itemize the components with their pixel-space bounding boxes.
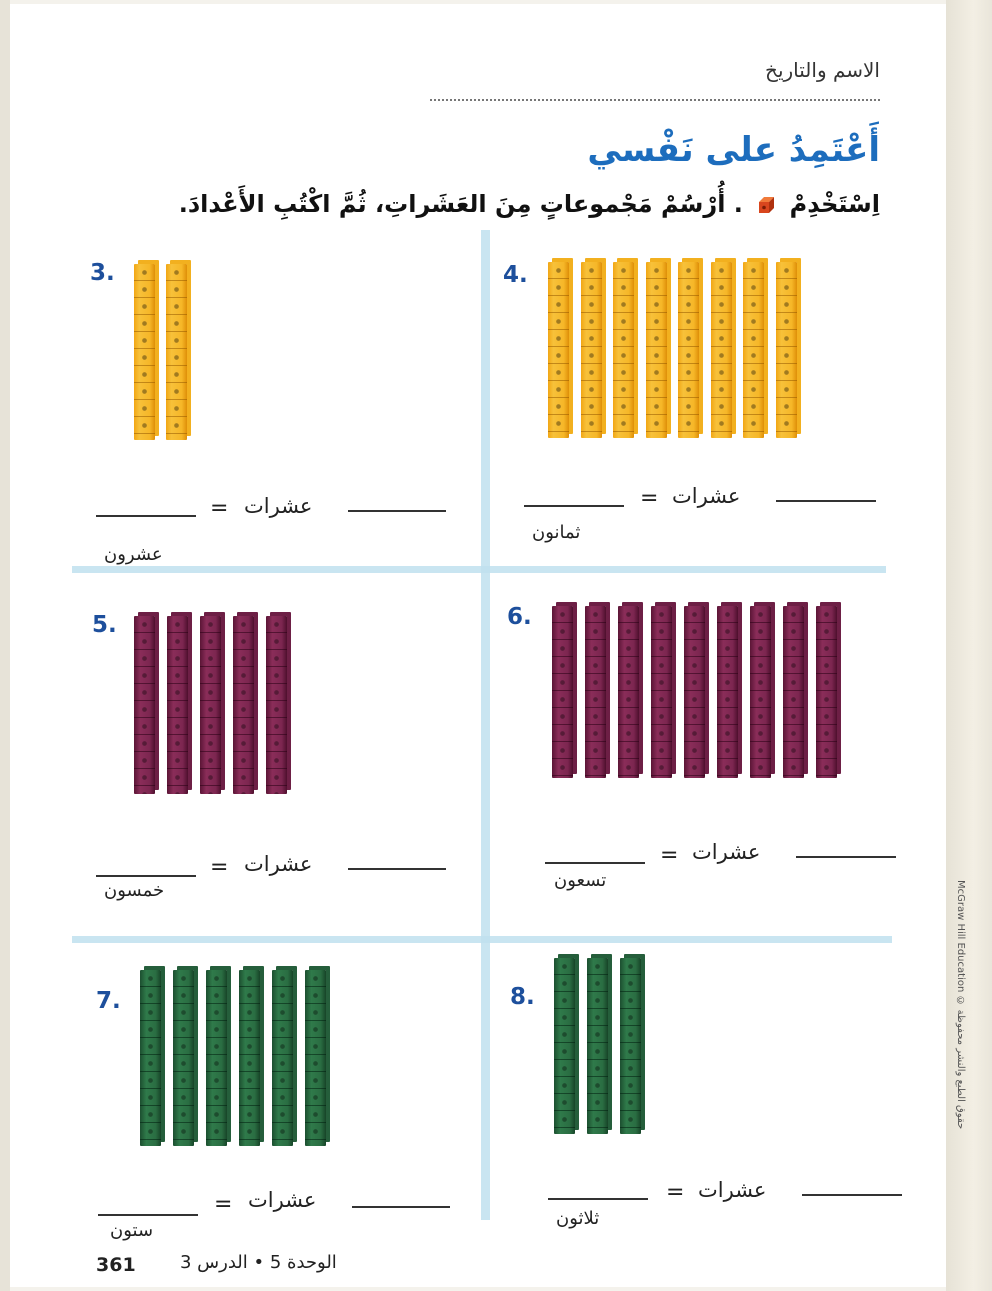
problem-number-6: 6. xyxy=(507,604,532,630)
answer-blank-tens[interactable] xyxy=(802,1194,902,1196)
tens-rod xyxy=(750,606,771,778)
tens-rod xyxy=(173,970,194,1146)
unit-lesson-label: الوحدة 5 • الدرس 3 xyxy=(180,1252,337,1273)
tens-rod xyxy=(134,264,155,440)
problem-number-4: 4. xyxy=(503,262,528,288)
equals-sign: = xyxy=(660,843,679,868)
cube-studs xyxy=(305,970,326,1146)
tens-rod xyxy=(783,606,804,778)
answer-blank-number[interactable] xyxy=(524,505,624,507)
tens-rod xyxy=(140,970,161,1146)
instruction-task: . أُرْسُمْ مَجْموعاتٍ مِنَ العَشَراتِ، ثُمَّ اكْتُبِ الأَعْدادَ. xyxy=(178,190,743,218)
equals-sign: = xyxy=(210,855,229,880)
tens-rod xyxy=(743,262,764,438)
tens-rod xyxy=(548,262,569,438)
tens-rod xyxy=(618,606,639,778)
equals-sign: = xyxy=(210,496,229,521)
answer-blank-number[interactable] xyxy=(545,862,645,864)
cube-studs xyxy=(711,262,732,438)
cube-studs xyxy=(678,262,699,438)
cube-studs xyxy=(548,262,569,438)
number-word: ثلاثون xyxy=(556,1208,600,1229)
cube-studs xyxy=(200,616,221,794)
cube-studs xyxy=(646,262,667,438)
cube-studs xyxy=(620,958,641,1134)
answer-blank-tens[interactable] xyxy=(348,510,446,512)
problem-number-5: 5. xyxy=(92,612,117,638)
tens-rod xyxy=(134,616,155,794)
cube-studs xyxy=(233,616,254,794)
tens-rod xyxy=(167,616,188,794)
cube-studs xyxy=(266,616,287,794)
cube-studs xyxy=(613,262,634,438)
tens-label: عشرات xyxy=(248,1188,317,1212)
cube-studs xyxy=(552,606,573,778)
tens-rod xyxy=(816,606,837,778)
answer-blank-number[interactable] xyxy=(98,1214,198,1216)
problem-number-8: 8. xyxy=(510,984,535,1010)
tens-rod xyxy=(651,606,672,778)
answer-blank-tens[interactable] xyxy=(776,500,876,502)
cube-studs xyxy=(587,958,608,1134)
equals-sign: = xyxy=(666,1180,685,1205)
equals-sign: = xyxy=(214,1192,233,1217)
answer-blank-tens[interactable] xyxy=(352,1206,450,1208)
tens-rod xyxy=(206,970,227,1146)
cube-studs xyxy=(554,958,575,1134)
tens-label: عشرات xyxy=(244,494,313,518)
answer-blank-tens[interactable] xyxy=(796,856,896,858)
tens-rod xyxy=(678,262,699,438)
tens-rod xyxy=(585,606,606,778)
page-left-edge xyxy=(0,0,10,1291)
horizontal-divider-2 xyxy=(72,936,892,943)
cube-studs xyxy=(140,970,161,1146)
tens-rod xyxy=(272,970,293,1146)
vertical-divider xyxy=(481,230,490,1220)
tens-label: عشرات xyxy=(698,1178,767,1202)
answer-blank-number[interactable] xyxy=(96,875,196,877)
number-word: تسعون xyxy=(554,870,607,891)
number-word: خمسون xyxy=(104,880,165,901)
answer-blank-number[interactable] xyxy=(96,515,196,517)
tens-rod xyxy=(200,616,221,794)
cube-studs xyxy=(618,606,639,778)
tens-rod xyxy=(305,970,326,1146)
cube-studs xyxy=(776,262,797,438)
cube-studs xyxy=(684,606,705,778)
cube-studs xyxy=(651,606,672,778)
horizontal-divider-1 xyxy=(72,566,886,573)
cube-studs xyxy=(166,264,187,440)
tens-rod xyxy=(239,970,260,1146)
tens-rod xyxy=(233,616,254,794)
tens-rod xyxy=(166,264,187,440)
cube-studs xyxy=(585,606,606,778)
tens-rod xyxy=(646,262,667,438)
cube-studs xyxy=(581,262,602,438)
copyright-credit: McGraw Hill Education © حقوق الطبع والنشر محفوظة xyxy=(955,880,966,1130)
tens-rod xyxy=(581,262,602,438)
number-word: عشرون xyxy=(104,544,163,565)
instruction-use: اِسْتَخْدِمْ xyxy=(789,190,880,218)
equals-sign: = xyxy=(640,486,659,511)
problem-number-7: 7. xyxy=(96,988,121,1014)
instruction-text xyxy=(179,190,880,218)
name-date-line xyxy=(430,99,880,101)
name-date-label: الاسم والتاريخ xyxy=(765,58,880,82)
cube-studs xyxy=(816,606,837,778)
tens-label: عشرات xyxy=(244,852,313,876)
answer-blank-tens[interactable] xyxy=(348,868,446,870)
cube-studs xyxy=(783,606,804,778)
tens-rod xyxy=(613,262,634,438)
tens-rod xyxy=(776,262,797,438)
tens-label: عشرات xyxy=(692,840,761,864)
cube-studs xyxy=(206,970,227,1146)
unit-cube-icon xyxy=(755,196,777,214)
page-title: أَعْتَمِدُ على نَفْسي xyxy=(587,130,880,170)
number-word: ستون xyxy=(110,1220,154,1241)
tens-rod xyxy=(552,606,573,778)
cube-studs xyxy=(167,616,188,794)
cube-studs xyxy=(272,970,293,1146)
cube-studs xyxy=(717,606,738,778)
tens-label: عشرات xyxy=(672,484,741,508)
tens-rod xyxy=(717,606,738,778)
tens-rod xyxy=(620,958,641,1134)
tens-rod xyxy=(684,606,705,778)
tens-rod xyxy=(554,958,575,1134)
tens-rod xyxy=(266,616,287,794)
cube-studs xyxy=(743,262,764,438)
page-number: 361 xyxy=(96,1254,136,1276)
number-word: ثمانون xyxy=(532,522,581,543)
cube-studs xyxy=(239,970,260,1146)
problem-number-3: 3. xyxy=(90,260,115,286)
answer-blank-number[interactable] xyxy=(548,1198,648,1200)
cube-studs xyxy=(173,970,194,1146)
tens-rod xyxy=(711,262,732,438)
tens-rod xyxy=(587,958,608,1134)
cube-studs xyxy=(134,264,155,440)
cube-studs xyxy=(134,616,155,794)
cube-studs xyxy=(750,606,771,778)
